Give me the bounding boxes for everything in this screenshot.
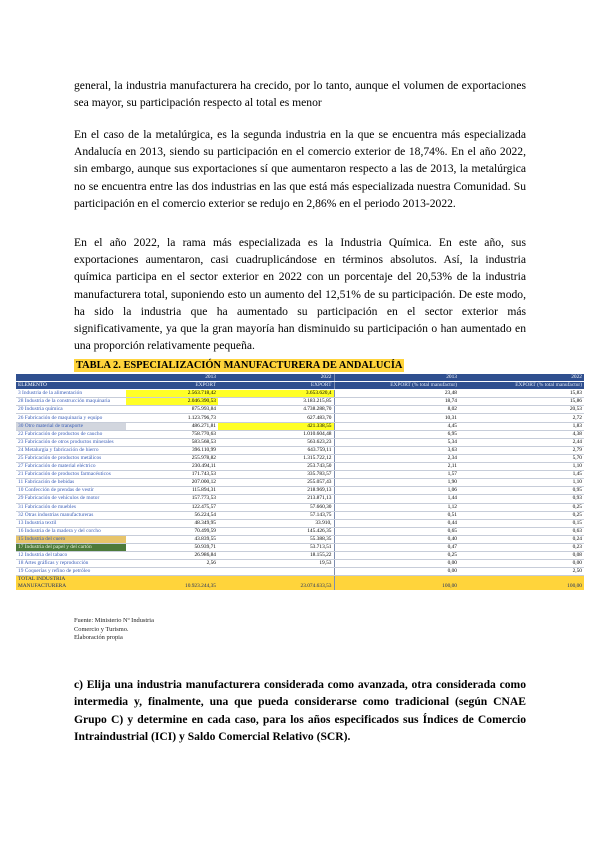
row-percent-2013: 2,11 <box>334 463 459 471</box>
row-export-2022: 643.759,11 <box>218 446 334 454</box>
row-elemento: 12 Industria del tabaco <box>16 552 126 560</box>
year-header-row <box>16 374 584 382</box>
row-export-2022: 218.969,13 <box>218 487 334 495</box>
row-elemento: 24 Metalurgia y fabricación de hierro <box>16 446 126 454</box>
row-percent-2013: 0,25 <box>334 552 459 560</box>
row-export-2013: 2.563.718,42 <box>126 390 218 398</box>
row-percent-2022: 15,83 <box>459 390 584 398</box>
row-percent-2022: 0,08 <box>459 552 584 560</box>
table-row <box>16 543 584 551</box>
row-elemento: 17 Industria del papel y del cartón <box>16 543 126 551</box>
table-title: TABLA 2. ESPECIALIZACIÓN MANUFACTURERA DE ANDALUCÍA <box>76 360 403 371</box>
row-export-2013: 1.123.796,73 <box>126 414 218 422</box>
column-header-elemento: ELEMENTO <box>16 382 126 390</box>
row-percent-2022: 2,44 <box>459 438 584 446</box>
paragraph-intro: general, la industria manufacturera ha crecido, por lo tanto, aunque el volumen de exportaciones sea mayor, su participación respecto al total es menor <box>74 79 526 110</box>
row-percent-2022: 0,95 <box>459 487 584 495</box>
row-export-2022: 3.183.215,85 <box>218 398 334 406</box>
table-row <box>16 446 584 454</box>
total-label-line1: TOTAL INDUSTRIA <box>18 576 66 583</box>
table-row <box>16 495 584 503</box>
row-export-2022: 627.483,70 <box>218 414 334 422</box>
row-export-2013: 171.743,53 <box>126 471 218 479</box>
table-row <box>16 438 584 446</box>
table-row <box>16 398 584 406</box>
row-export-2013: 230.494,11 <box>126 463 218 471</box>
row-percent-2013: 0,40 <box>334 535 459 543</box>
table-row <box>16 390 584 398</box>
row-export-2022: 55.388,35 <box>218 535 334 543</box>
row-export-2013 <box>126 568 218 576</box>
row-elemento: 22 Fabricación de productos de caucho <box>16 430 126 438</box>
row-percent-2013: 0,44 <box>334 519 459 527</box>
row-percent-2013: 1,44 <box>334 495 459 503</box>
row-percent-2013: 1,12 <box>334 503 459 511</box>
row-percent-2013: 0,00 <box>334 560 459 568</box>
row-percent-2013: 10,31 <box>334 414 459 422</box>
paragraph-quimica: En el año 2022, la rama más especializada es la Industria Química. En este año, sus exportaciones aumentaron, casi cuadruplicándose en términos absolutos. Así, la industria química participa en el sector exterior en 2022 con un porcentaje del 20,53% de la industria manufacturera total, suponiendo esto un aumento del 12,51% de su participación. De este modo, ha sido la industria que ha aumentado su participación en el sector exterior más significativamente, ya que la gran mayoría han disminuido su participación o han aumentado en una proporción relativamente pequeña. <box>74 236 526 353</box>
row-export-2022 <box>218 568 334 576</box>
row-elemento: 19 Coquerías y refino de petróleo <box>16 568 126 576</box>
row-export-2022: 1.315.722,12 <box>218 454 334 462</box>
row-percent-2013: 0,00 <box>334 568 459 576</box>
total-percent-2022: 100,00 <box>459 576 584 591</box>
row-elemento: 30 Otro material de transporte <box>16 422 126 430</box>
year-header-2022-percent: 2022 <box>459 374 584 382</box>
row-elemento: 31 Fabricación de muebles <box>16 503 126 511</box>
row-export-2013: 50.939,71 <box>126 543 218 551</box>
row-percent-2022: 0,00 <box>459 560 584 568</box>
row-export-2013: 255.978,82 <box>126 454 218 462</box>
table-row <box>16 511 584 519</box>
table-row <box>16 422 584 430</box>
row-elemento: 10 Confección de prendas de vestir <box>16 487 126 495</box>
row-elemento: 25 Fabricación de productos metálicos <box>16 454 126 462</box>
row-export-2013: 875.993,84 <box>126 406 218 414</box>
table-row <box>16 430 584 438</box>
table-row <box>16 552 584 560</box>
table-row <box>16 487 584 495</box>
row-export-2013: 157.773,53 <box>126 495 218 503</box>
row-percent-2022: 0,25 <box>459 511 584 519</box>
row-percent-2013: 8,02 <box>334 406 459 414</box>
row-percent-2013: 5,34 <box>334 438 459 446</box>
row-percent-2022: 1,10 <box>459 463 584 471</box>
year-header-blank <box>16 374 126 382</box>
row-export-2013: 758.770,63 <box>126 430 218 438</box>
row-export-2022: 563.623,23 <box>218 438 334 446</box>
row-percent-2022: 2,72 <box>459 414 584 422</box>
row-export-2013: 56.224,54 <box>126 511 218 519</box>
row-percent-2022: 2,79 <box>459 446 584 454</box>
row-elemento: 16 Industria de la madera y del corcho <box>16 527 126 535</box>
table-row <box>16 406 584 414</box>
row-export-2013: 115.894,31 <box>126 487 218 495</box>
row-elemento: 11 Fabricación de bebidas <box>16 479 126 487</box>
year-header-2013-export: 2013 <box>126 374 218 382</box>
row-percent-2022: 4,38 <box>459 430 584 438</box>
row-export-2022: 3.653.620,4 <box>218 390 334 398</box>
row-percent-2022: 2,50 <box>459 568 584 576</box>
row-percent-2022: 0,24 <box>459 535 584 543</box>
row-export-2022: 53.713,51 <box>218 543 334 551</box>
table-row <box>16 471 584 479</box>
row-elemento: 21 Fabricación de productos farmacéuticos <box>16 471 126 479</box>
row-percent-2022: 0,93 <box>459 495 584 503</box>
row-percent-2013: 1,90 <box>334 479 459 487</box>
table-row <box>16 463 584 471</box>
row-export-2013: 2.046.390,53 <box>126 398 218 406</box>
row-percent-2013: 1,57 <box>334 471 459 479</box>
row-export-2013: 43.839,55 <box>126 535 218 543</box>
row-elemento: 28 Industria de la construcción maquinaria <box>16 398 126 406</box>
column-header-percent-2013: EXPORT (% total manufactur) <box>334 382 459 390</box>
row-elemento: 23 Fabricación de otros productos minerales <box>16 438 126 446</box>
row-export-2022: 253.743,50 <box>218 463 334 471</box>
total-row <box>16 576 584 591</box>
table-row <box>16 535 584 543</box>
row-export-2022: 421.338,55 <box>218 422 334 430</box>
row-export-2013: 70.499,59 <box>126 527 218 535</box>
year-header-2013-percent: 2013 <box>334 374 459 382</box>
total-label-line2: MANUFACTURERA <box>18 583 67 590</box>
table-row <box>16 479 584 487</box>
table-row <box>16 454 584 462</box>
row-percent-2022: 1,45 <box>459 471 584 479</box>
row-export-2013: 396.110,99 <box>126 446 218 454</box>
row-percent-2022: 20,53 <box>459 406 584 414</box>
table-row <box>16 503 584 511</box>
column-header-percent-2022: EXPORT (% total manufactur) <box>459 382 584 390</box>
table-row <box>16 568 584 576</box>
table-row <box>16 519 584 527</box>
row-export-2022: 145.426,35 <box>218 527 334 535</box>
row-percent-2013: 0,51 <box>334 511 459 519</box>
row-elemento: 13 Industria textil <box>16 519 126 527</box>
row-percent-2022: 15,86 <box>459 398 584 406</box>
row-export-2022: 213.871,13 <box>218 495 334 503</box>
row-export-2013: 583.568,53 <box>126 438 218 446</box>
row-percent-2022: 0,63 <box>459 527 584 535</box>
row-percent-2013: 3,63 <box>334 446 459 454</box>
row-percent-2013: 23,48 <box>334 390 459 398</box>
row-percent-2013: 2,34 <box>334 454 459 462</box>
row-percent-2022: 1,83 <box>459 422 584 430</box>
row-export-2022: 19,53 <box>218 560 334 568</box>
total-export-2013: 10.923.244,35 <box>126 576 218 591</box>
row-export-2013: 26.986,84 <box>126 552 218 560</box>
row-export-2022: 335.783,57 <box>218 471 334 479</box>
row-elemento: 32 Otras industrias manufactureras <box>16 511 126 519</box>
row-elemento: 3 Industria de la alimentación <box>16 390 126 398</box>
row-export-2022: 1.010.604,48 <box>218 430 334 438</box>
row-percent-2022: 0,15 <box>459 519 584 527</box>
paragraph-metalurgia: En el caso de la metalúrgica, es la segunda industria en la que se encuentra más especializada Andalucía en 2013, siendo su participación en el comercio exterior de 18,74%. En el año 2022, sin embargo, aunque sus exportaciones sí que aumentaron respecto a las de 2013, la metalúrgica no se encuentra entre las dos industrias en las que está más especializada nuestra Comunidad. Su participación en el comercio exterior se redujo en 2,86% en el periodo 2013-2022. <box>74 128 526 210</box>
column-header-export-2022: EXPORT <box>218 382 334 390</box>
row-percent-2013: 4,45 <box>334 422 459 430</box>
table-row <box>16 560 584 568</box>
row-export-2022: 255.057,43 <box>218 479 334 487</box>
row-percent-2013: 6,95 <box>334 430 459 438</box>
row-percent-2022: 5,70 <box>459 454 584 462</box>
row-elemento: 20 Industria química <box>16 406 126 414</box>
row-export-2013: 2,56 <box>126 560 218 568</box>
row-export-2022: 33.910, <box>218 519 334 527</box>
table-row <box>16 527 584 535</box>
row-percent-2022: 1,10 <box>459 479 584 487</box>
column-header-export-2013: EXPORT <box>126 382 218 390</box>
row-percent-2013: 0,65 <box>334 527 459 535</box>
row-export-2022: 18.155,22 <box>218 552 334 560</box>
row-percent-2013: 18,74 <box>334 398 459 406</box>
year-header-2022-export: 2022 <box>218 374 334 382</box>
row-percent-2013: 1,06 <box>334 487 459 495</box>
row-percent-2022: 0,25 <box>459 503 584 511</box>
source-note: Fuente: Ministerio Nº Industria Comercio y Turismo. Elaboración propia <box>74 617 154 642</box>
row-export-2013: 207.000,12 <box>126 479 218 487</box>
table-row <box>16 414 584 422</box>
question-c: c) Elija una industria manufacturera considerada como avanzada, otra considerada como intermedia y, finalmente, una que pueda considerarse como tradicional (según CNAE Grupo C) y determine en cada caso, para los años especificados sus Índices de Comercio Intraindustrial (ICI) y Saldo Comercial Relativo (SCR). <box>74 678 526 744</box>
row-elemento: 18 Artes gráficas y reproducción <box>16 560 126 568</box>
row-export-2022: 57.660,30 <box>218 503 334 511</box>
row-export-2022: 4.738.288,70 <box>218 406 334 414</box>
row-elemento: 27 Fabricación de material eléctrico <box>16 463 126 471</box>
row-export-2013: 48.349,95 <box>126 519 218 527</box>
row-percent-2022: 0,23 <box>459 543 584 551</box>
row-export-2013: 486.271,81 <box>126 422 218 430</box>
row-export-2013: 122.475,57 <box>126 503 218 511</box>
specialization-table <box>16 374 584 590</box>
row-export-2022: 57.143,75 <box>218 511 334 519</box>
row-elemento: 15 Industria del cuero <box>16 535 126 543</box>
row-percent-2013: 0,47 <box>334 543 459 551</box>
row-elemento: 26 Fabricación de maquinaria y equipo <box>16 414 126 422</box>
row-elemento: 29 Fabricación de vehículos de motor <box>16 495 126 503</box>
column-header-row <box>16 382 584 390</box>
total-export-2022: 23.074.633,53 <box>218 576 334 591</box>
total-percent-2013: 100,00 <box>334 576 459 591</box>
total-label <box>16 576 126 591</box>
